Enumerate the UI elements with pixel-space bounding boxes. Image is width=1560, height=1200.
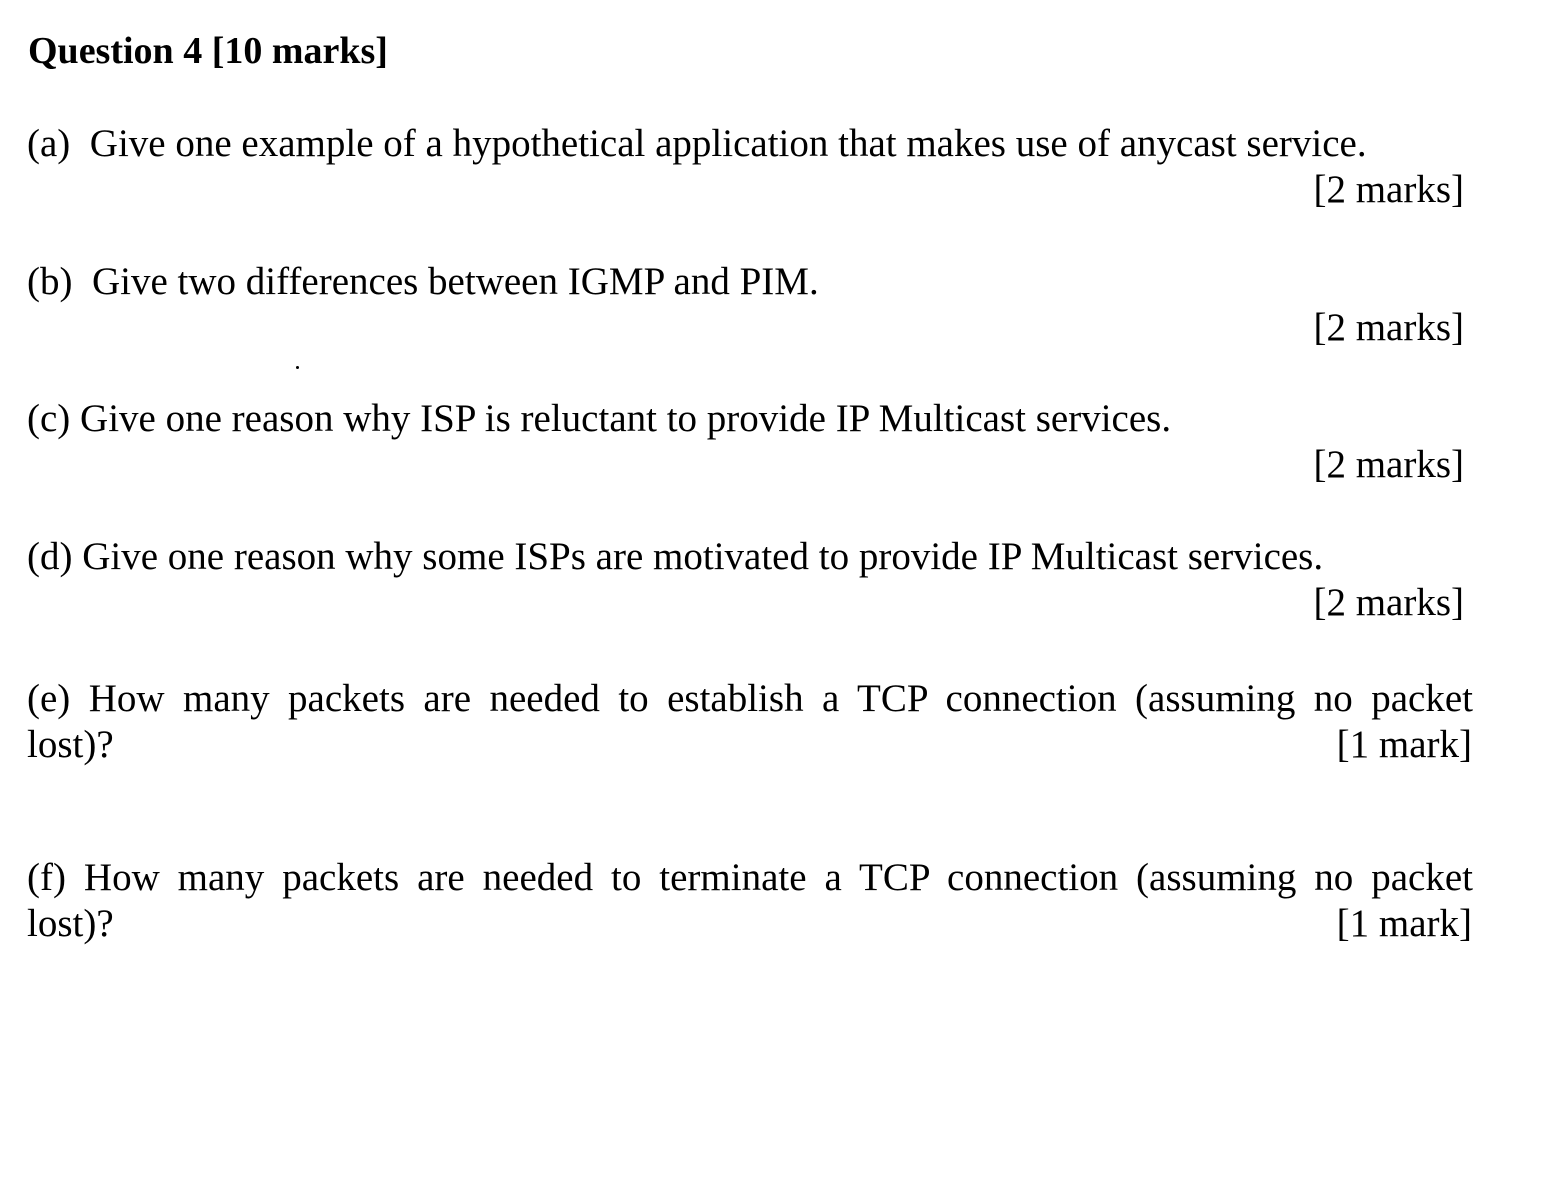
part-text: Give two differences between IGMP and PIM. [91, 260, 819, 303]
part-label: (f) [27, 856, 66, 899]
question-part-f [27, 855, 1473, 900]
marks-label: [2 marks] [1313, 443, 1464, 486]
marks-label: [1 mark] [1336, 723, 1472, 766]
marks-label: [1 mark] [1336, 902, 1472, 945]
part-text-line2: lost)? [27, 902, 114, 945]
part-label: (e) [27, 677, 71, 720]
question-part-c [27, 396, 1171, 441]
marks-label: [2 marks] [1313, 168, 1464, 211]
question-heading: Question 4 [10 marks] [28, 30, 388, 72]
part-label: (c) [27, 397, 71, 440]
part-text-line2: lost)? [27, 723, 114, 766]
marks-label: [2 marks] [1313, 581, 1464, 624]
question-part-a [27, 121, 1367, 166]
part-text-line1: How many packets are needed to terminate a TCP connection (assuming no packet [83, 856, 1473, 899]
part-text: Give one reason why ISP is reluctant to provide IP Multicast services. [80, 397, 1172, 440]
part-text: Give one example of a hypothetical application that makes use of anycast service. [89, 122, 1367, 165]
part-text: Give one reason why some ISPs are motivated to provide IP Multicast services. [82, 535, 1324, 578]
part-label: (a) [27, 122, 71, 165]
part-text-line1: How many packets are needed to establish a TCP connection (assuming no packet [88, 677, 1473, 720]
scan-speck [296, 366, 299, 369]
part-label: (d) [27, 535, 73, 578]
question-part-b [27, 259, 819, 304]
marks-label: [2 marks] [1313, 306, 1464, 349]
part-label: (b) [27, 260, 73, 303]
question-part-d [27, 534, 1323, 579]
question-part-e [27, 676, 1473, 721]
